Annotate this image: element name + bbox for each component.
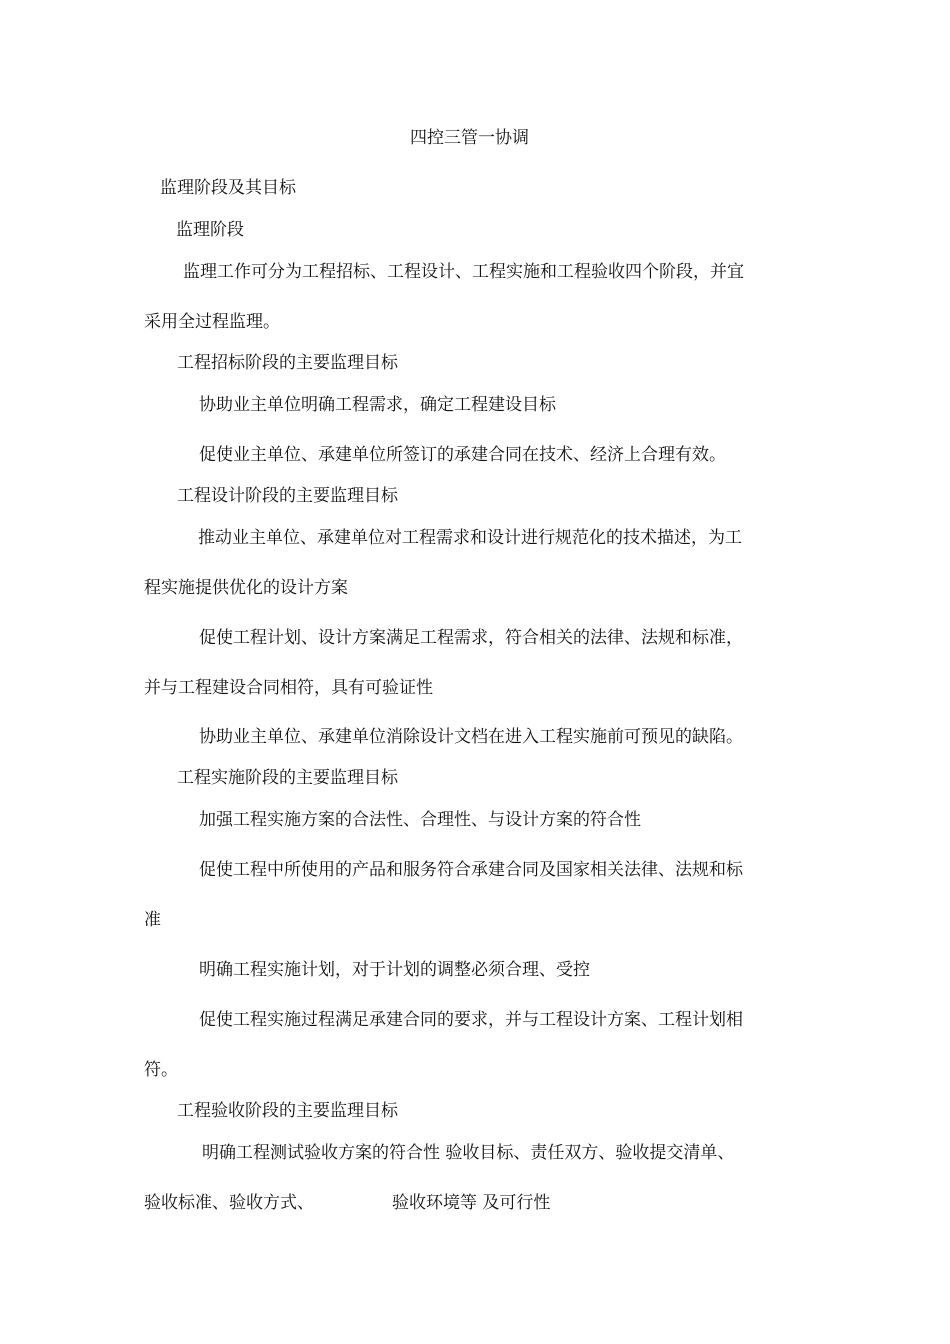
acceptance-goal-1-line-2 bbox=[144, 1193, 550, 1213]
acceptance-stage-heading: 工程验收阶段的主要监理目标 bbox=[177, 1101, 398, 1121]
design-goal-1-line-1: 推动业主单位、承建单位对工程需求和设计进行规范化的技术描述，为工 bbox=[198, 528, 742, 548]
implementation-goal-1: 加强工程实施方案的合法性、合理性、与设计方案的符合性 bbox=[199, 810, 641, 830]
implementation-stage-heading: 工程实施阶段的主要监理目标 bbox=[177, 768, 398, 788]
intro-paragraph-line-2: 采用全过程监理。 bbox=[144, 312, 280, 332]
acceptance-goal-1-line-2-part-a: 验收标准、验收方式、 bbox=[144, 1193, 314, 1213]
page-title: 四控三管一协调 bbox=[410, 128, 529, 148]
bidding-goal-1: 协助业主单位明确工程需求，确定工程建设目标 bbox=[199, 395, 556, 415]
acceptance-goal-1-line-2-part-b: 验收环境等 及可行性 bbox=[392, 1193, 551, 1213]
intro-paragraph-line-1: 监理工作可分为工程招标、工程设计、工程实施和工程验收四个阶段，并宜 bbox=[183, 262, 744, 282]
implementation-goal-2-line-2: 准 bbox=[144, 910, 161, 930]
design-goal-2-line-1: 促使工程计划、设计方案满足工程需求，符合相关的法律、法规和标准， bbox=[199, 628, 743, 648]
implementation-goal-4-line-1: 促使工程实施过程满足承建合同的要求，并与工程设计方案、工程计划相 bbox=[199, 1010, 743, 1030]
implementation-goal-4-line-2: 符。 bbox=[144, 1060, 178, 1080]
design-goal-3: 协助业主单位、承建单位消除设计文档在进入工程实施前可预见的缺陷。 bbox=[199, 727, 743, 747]
section-heading-supervision-stages-goals: 监理阶段及其目标 bbox=[160, 178, 296, 198]
bidding-stage-heading: 工程招标阶段的主要监理目标 bbox=[177, 353, 398, 373]
design-stage-heading: 工程设计阶段的主要监理目标 bbox=[177, 486, 398, 506]
design-goal-2-line-2: 并与工程建设合同相符，具有可验证性 bbox=[144, 678, 433, 698]
subsection-heading-supervision-stages: 监理阶段 bbox=[176, 220, 244, 240]
implementation-goal-2-line-1: 促使工程中所使用的产品和服务符合承建合同及国家相关法律、法规和标 bbox=[199, 860, 743, 880]
implementation-goal-3: 明确工程实施计划，对于计划的调整必须合理、受控 bbox=[199, 960, 590, 980]
design-goal-1-line-2: 程实施提供优化的设计方案 bbox=[144, 578, 348, 598]
bidding-goal-2: 促使业主单位、承建单位所签订的承建合同在技术、经济上合理有效。 bbox=[199, 445, 726, 465]
acceptance-goal-1-line-1: 明确工程测试验收方案的符合性 验收目标、责任双方、验收提交清单、 bbox=[202, 1143, 735, 1163]
